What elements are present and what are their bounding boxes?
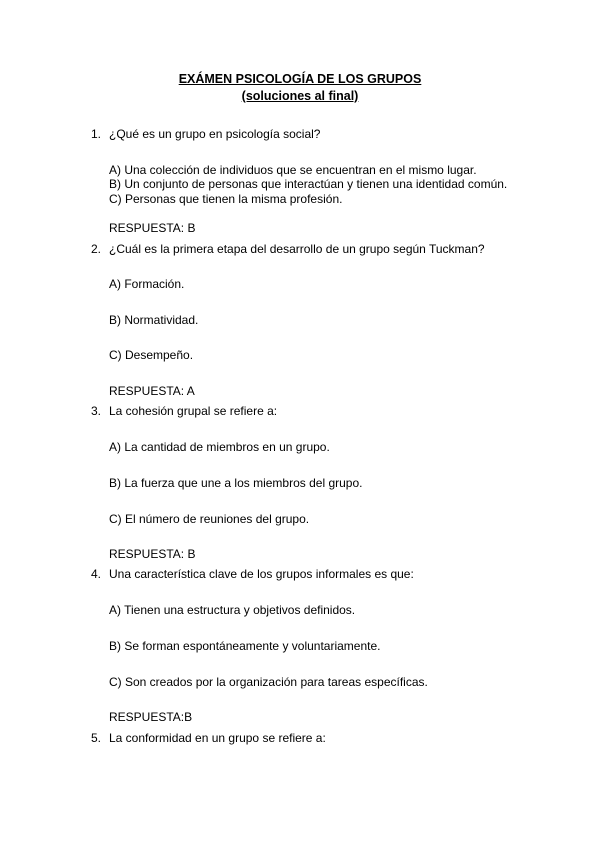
- question-number: 5.: [91, 731, 102, 745]
- option-b: B) Se forman espontáneamente y voluntariamente.: [109, 639, 381, 653]
- option-a: A) La cantidad de miembros en un grupo.: [109, 440, 330, 454]
- option-c: C) El número de reuniones del grupo.: [109, 512, 310, 526]
- option-a: A) Formación.: [109, 277, 185, 291]
- option-c: C) Son creados por la organización para tareas específicas.: [109, 675, 428, 689]
- option-b: B) La fuerza que une a los miembros del grupo.: [109, 476, 363, 490]
- question-text: La cohesión grupal se refiere a:: [109, 404, 278, 418]
- option-a: A) Tienen una estructura y objetivos definidos.: [109, 603, 356, 617]
- answer-label: RESPUESTA: B: [109, 547, 196, 561]
- question-text: La conformidad en un grupo se refiere a:: [109, 731, 326, 745]
- option-a: A) Una colección de individuos que se encuentran en el mismo lugar.: [109, 163, 477, 177]
- option-b: B) Un conjunto de personas que interactúan y tienen una identidad común.: [109, 177, 508, 191]
- answer-label: RESPUESTA: A: [109, 384, 195, 398]
- document-subtitle: (soluciones al final): [241, 89, 359, 103]
- option-c: C) Desempeño.: [109, 348, 194, 362]
- question-text: ¿Cuál es la primera etapa del desarrollo de un grupo según Tuckman?: [109, 242, 485, 256]
- question-text: ¿Qué es un grupo en psicología social?: [109, 127, 321, 141]
- document-title: EXÁMEN PSICOLOGÍA DE LOS GRUPOS: [178, 72, 422, 86]
- answer-label: RESPUESTA:B: [109, 710, 193, 724]
- question-number: 1.: [91, 127, 102, 141]
- option-b: B) Normatividad.: [109, 313, 199, 327]
- question-number: 3.: [91, 404, 102, 418]
- question-number: 2.: [91, 242, 102, 256]
- question-text: Una característica clave de los grupos informales es que:: [109, 567, 414, 581]
- question-number: 4.: [91, 567, 102, 581]
- option-c: C) Personas que tienen la misma profesión.: [109, 192, 343, 206]
- answer-label: RESPUESTA: B: [109, 221, 196, 235]
